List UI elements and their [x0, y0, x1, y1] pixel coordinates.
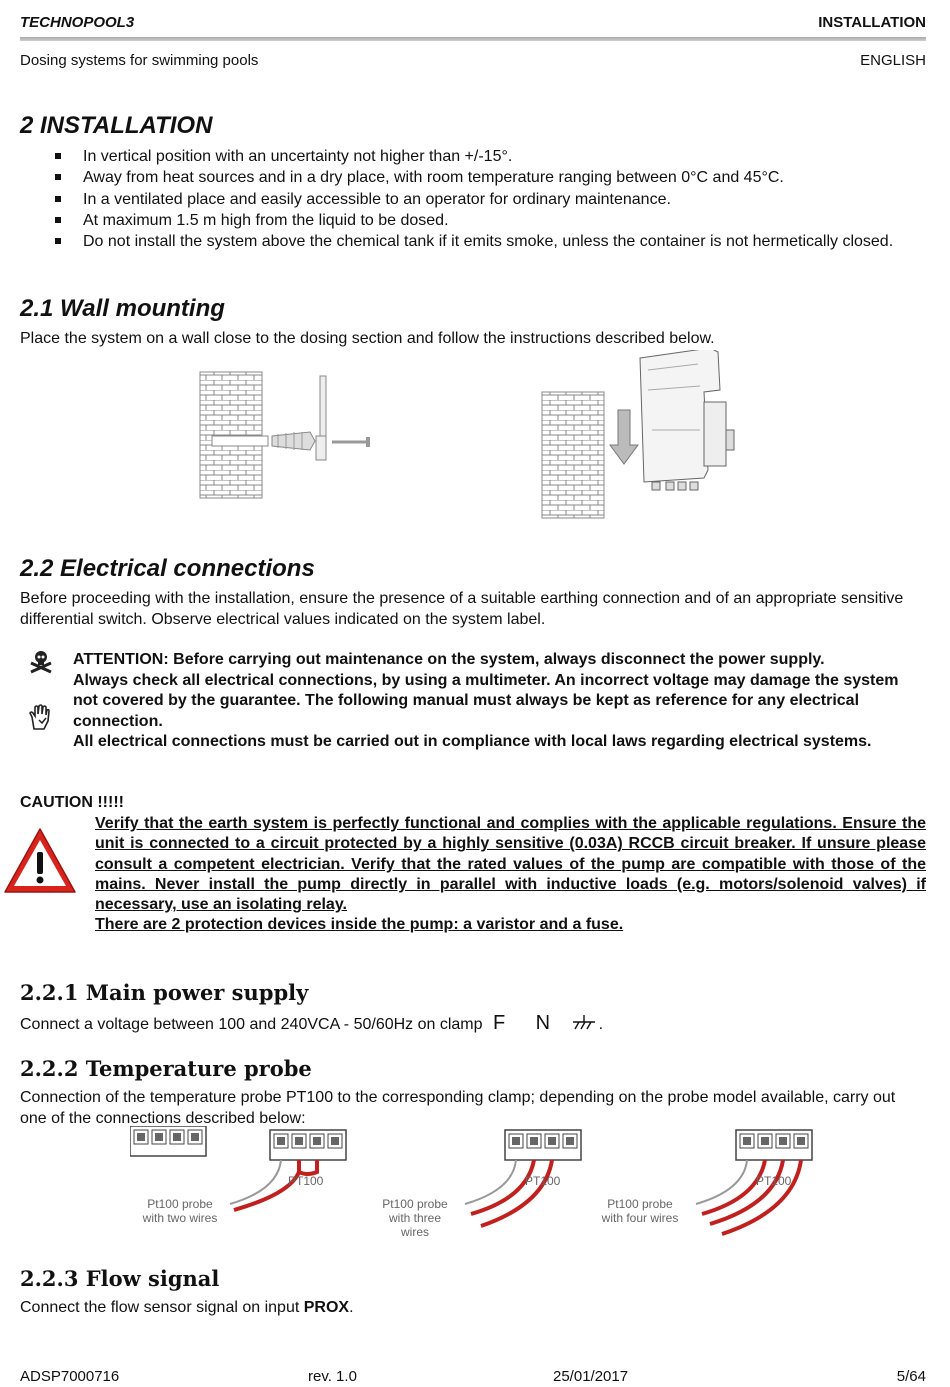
probe-1-label-line-2: with two wires [142, 1211, 218, 1225]
header-language: ENGLISH [860, 52, 926, 69]
list-item: In a ventilated place and easily accessible to an operator for ordinary maintenance. [55, 189, 926, 210]
footer-doc-code: ADSP7000716 [20, 1368, 120, 1385]
probe-2-label-line-2: with three [388, 1211, 442, 1225]
probe-two-wires-diagram [230, 1130, 346, 1210]
hand-icon [26, 703, 54, 731]
attention-line-1: ATTENTION: Before carrying out maintenance on the system, always disconnect the power supply. [73, 651, 825, 668]
clamp-n-label: N [535, 1012, 551, 1034]
footer-page-number: 5/64 [896, 1368, 926, 1385]
probe-1-label-line-1: Pt100 probe [147, 1197, 213, 1211]
warning-triangle-icon [2, 826, 78, 896]
pt100-label: PT100 [756, 1174, 792, 1188]
section-2-2-2-text: Connection of the temperature probe PT100 to the corresponding clamp; depending on the probe model available, carry out one of the connections described below: [20, 1089, 896, 1127]
probe-3-label-line-2: with four wires [601, 1211, 679, 1225]
flow-signal-text: Connect the flow sensor signal on input [20, 1299, 304, 1316]
section-2-2-3-text [20, 1298, 926, 1319]
flow-signal-end: . [349, 1299, 354, 1316]
section-2-2-1-title: 2.2.1 Main power supply [20, 980, 309, 1005]
pt100-label: PT100 [525, 1174, 561, 1188]
attention-line-3: All electrical connections must be carried out in compliance with local laws regarding electrical systems. [73, 733, 872, 751]
pt100-label: PT100 [288, 1174, 324, 1188]
section-2-2-title: 2.2 Electrical connections [20, 555, 315, 582]
earth-ground-icon [569, 1013, 599, 1031]
arrow-down-icon [610, 410, 638, 464]
installation-requirements-list [55, 146, 926, 252]
section-2-2-text: Before proceeding with the installation, ensure the presence of a suitable earthing connection and of an appropriate sensitive differential switch. Observe electrical values indicated on the system label. [20, 590, 904, 628]
list-item: At maximum 1.5 m high from the liquid to be dosed. [55, 210, 926, 231]
probe-3-label-line-1: Pt100 probe [607, 1197, 673, 1211]
header-divider [20, 37, 926, 41]
section-2-1-title: 2.1 Wall mounting [20, 295, 225, 322]
section-2-2-1-text [20, 1013, 926, 1036]
section-2-2-2-title: 2.2.2 Temperature probe [20, 1056, 312, 1081]
attention-line-2: Always check all electrical connections, by using a multimeter. An incorrect voltage may damage the system not covered by the guarantee. The following manual must always be kept as reference for any electrical connection. [73, 671, 899, 730]
terminal-block [130, 1126, 206, 1156]
brick-wall-right [542, 392, 604, 518]
list-item: Away from heat sources and in a dry place, with room temperature ranging between 0°C and 45°C. [55, 167, 926, 188]
probe-three-wires-diagram [465, 1130, 581, 1226]
pt100-wiring-diagrams [130, 1126, 830, 1244]
list-item: In vertical position with an uncertainty not higher than +/-15°. [55, 146, 926, 167]
caution-line-2: There are 2 protection devices inside the pump: a varistor and a fuse. [95, 916, 624, 934]
probe-2-label-line-1: Pt100 probe [382, 1197, 448, 1211]
section-2-1-text: Place the system on a wall close to the dosing section and follow the instructions described below. [20, 330, 715, 347]
section-2-title: 2 INSTALLATION [20, 112, 213, 139]
caution-note [95, 814, 926, 936]
prox-input-label: PROX [303, 1299, 350, 1316]
caution-line-1: Verify that the earth system is perfectly functional and complies with the applicable regulations. Ensure the unit is connected to a circuit protected by a highly sensitive (0.03A) RCCB circuit breaker. If unsure please consult a competent electrician. Verify that the rated values of the pump are compatible with those of the mains. Never install the pump directly in parallel with inductive loads (e.g. motors/solenoid valves) if necessary, use an isolating relay. [95, 815, 926, 914]
power-supply-text: Connect a voltage between 100 and 240VCA - 50/60Hz on clamp [20, 1016, 483, 1033]
header-section: INSTALLATION [818, 14, 926, 31]
footer-revision: rev. 1.0 [308, 1368, 357, 1385]
power-supply-end: . [598, 1016, 604, 1033]
section-2-2-3-title: 2.2.3 Flow signal [20, 1266, 220, 1291]
probe-four-wires-diagram [696, 1130, 812, 1234]
clamp-f-label: F [492, 1012, 506, 1034]
probe-2-label-line-3: wires [400, 1225, 430, 1239]
footer-date: 25/01/2017 [553, 1368, 629, 1385]
header-subtitle: Dosing systems for swimming pools [20, 52, 259, 69]
brick-wall-left [200, 372, 262, 498]
attention-note [73, 650, 926, 753]
wall-hole [212, 436, 268, 446]
header-brand: TECHNOPOOL3 [20, 14, 135, 31]
list-item: Do not install the system above the chemical tank if it emits smoke, unless the container is not hermetically closed. [55, 231, 926, 252]
caution-title: CAUTION !!!!! [20, 794, 124, 811]
skull-crossbones-icon [28, 648, 54, 674]
wall-mounting-illustration [190, 350, 750, 525]
